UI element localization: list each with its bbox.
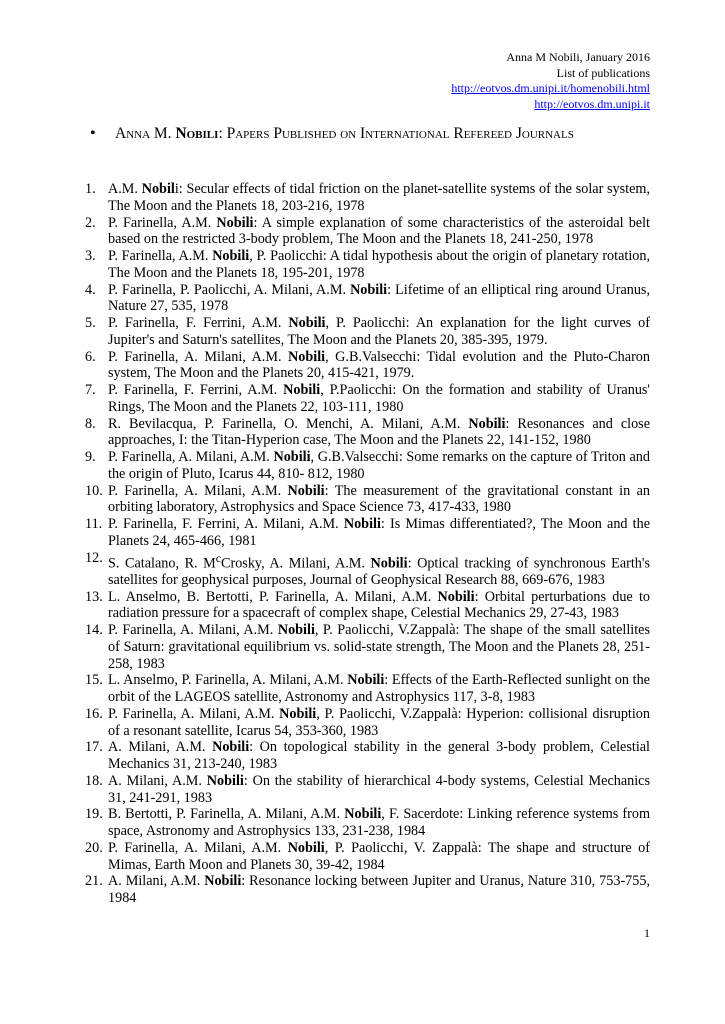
bullet-icon: • xyxy=(90,125,96,142)
publication-author-highlight: Nobili xyxy=(347,672,385,689)
publication-authors: A.M. xyxy=(108,181,142,197)
publication-details: , P.Paolicchi: On the formation and stability of Uranus' Rings, The Moon and the Planets 22, 103-111, 1980 xyxy=(108,382,650,415)
publication-details: , P. Paolicchi, V.Zappalà: Hyperion: collisional disruption of a resonant satellite, Icarus 54, 353-360, 1983 xyxy=(108,705,650,739)
publication-details: : On topological stability in the general 3-body problem, Celestial Mechanics 31, 213-240, 1983 xyxy=(108,739,650,773)
document-subtitle: List of publications xyxy=(556,65,650,80)
publication-author-highlight: Nobili xyxy=(350,281,388,298)
publication-author-highlight: Nobil xyxy=(141,181,175,197)
publication-item xyxy=(85,622,650,672)
publication-number: 9. xyxy=(85,449,96,465)
publication-authors: P. Farinella, A. Milani, A.M. xyxy=(108,705,280,722)
publication-details: : Orbital perturbations due to radiation pressure for a spacecraft of complex shape, Celestial Mechanics 29, 27-43, 1983 xyxy=(108,588,650,622)
publication-details: : On the stability of hierarchical 4-body systems, Celestial Mechanics 31, 241-291, 1983 xyxy=(108,772,650,806)
publication-authors: B. Bertotti, P. Farinella, A. Milani, A.M. xyxy=(108,806,345,823)
publication-details: : The measurement of the gravitational constant in an orbiting laboratory, Astrophysics and Space Science 73, 417-433, 1980 xyxy=(108,482,650,516)
page-number: 1 xyxy=(644,926,650,940)
publication-number: 16. xyxy=(85,705,103,722)
publication-item xyxy=(85,773,650,807)
publication-item xyxy=(85,449,650,483)
publication-author-highlight: Nobili xyxy=(287,839,325,856)
publication-number: 14. xyxy=(85,622,103,639)
publication-author-highlight: Nobili xyxy=(204,873,242,890)
publication-authors: R. Bevilacqua, P. Farinella, O. Menchi, A. Milani, A.M. xyxy=(108,415,469,432)
publication-details: , G.B.Valsecchi: Some remarks on the capture of Triton and the origin of Pluto, Icarus 44, 810- 812, 1980 xyxy=(108,449,650,482)
publication-author-highlight: Nobili xyxy=(288,348,326,365)
publication-authors: P. Farinella, A. Milani, A.M. xyxy=(108,482,288,499)
publication-author-highlight: Nobili xyxy=(287,482,325,499)
publication-authors: P. Farinella, F. Ferrini, A. Milani, A.M. xyxy=(108,516,344,532)
publication-details: : A simple explanation of some characteristics of the asteroidal belt based on the restricted 3-body problem, The Moon and the Planets 18, 241-250, 1978 xyxy=(108,214,650,248)
homepage-link[interactable]: http://eotvos.dm.unipi.it/homenobili.html xyxy=(451,81,650,95)
publication-item xyxy=(85,806,650,840)
publication-number: 2. xyxy=(85,214,96,231)
publication-number: 13. xyxy=(85,588,103,605)
publication-number: 11. xyxy=(85,516,103,532)
publication-item xyxy=(85,215,650,249)
publication-author-highlight: Nobili xyxy=(468,415,506,432)
publication-details: , P. Paolicchi: An explanation for the light curves of Jupiter's and Saturn's satellites, The Moon and the Planets 20, 385-395, 1979. xyxy=(108,315,651,348)
publication-author-highlight: Nobili xyxy=(437,588,475,605)
publication-details: i: Secular effects of tidal friction on the planet-satellite systems of the solar system, The Moon and the Planets 18, 203-216, 1978 xyxy=(108,181,650,214)
publication-author-highlight: Nobili xyxy=(283,382,321,398)
publication-authors: P. Farinella, A. Milani, A.M. xyxy=(108,348,289,365)
publication-item xyxy=(85,248,650,282)
publication-details: , P. Paolicchi, V. Zappalà: The shape and structure of Mimas, Earth Moon and Planets 30, 39-42, 1984 xyxy=(108,839,650,873)
publication-number: 10. xyxy=(85,482,103,499)
publication-authors: P. Farinella, A. Milani, A.M. xyxy=(108,622,278,639)
publication-item xyxy=(85,840,650,874)
publication-number: 5. xyxy=(85,315,96,331)
publication-details: , P. Paolicchi, V.Zappalà: The shape of the small satellites of Saturn: gravitational equilibrium vs. solid-state strength, The Moon and the Planets 28, 251-258, 1983 xyxy=(108,622,650,672)
site-link[interactable]: http://eotvos.dm.unipi.it xyxy=(534,96,650,111)
section-title-bold: Nobili xyxy=(175,125,219,142)
publication-item xyxy=(85,873,650,907)
publication-item xyxy=(85,416,650,450)
publication-author-highlight: Nobili xyxy=(273,449,311,465)
publication-authors: P. Farinella, A.M. xyxy=(108,248,213,264)
publication-list xyxy=(85,181,650,907)
publication-author-highlight: Nobili xyxy=(370,555,408,572)
publication-item xyxy=(85,739,650,773)
publication-number: 18. xyxy=(85,772,103,789)
publication-authors: A. Milani, A.M. xyxy=(108,772,207,789)
publication-item xyxy=(85,181,650,215)
publication-details: , G.B.Valsecchi: Tidal evolution and the Pluto-Charon system, The Moon and the Planets 20, 415-421, 1979. xyxy=(108,348,650,382)
publication-number: 4. xyxy=(85,281,96,298)
publication-authors-cont: Crosky, A. Milani, A.M. xyxy=(221,555,371,572)
publication-author-highlight: Nobili xyxy=(277,622,315,639)
publication-superscript: c xyxy=(215,550,222,565)
publication-details: : Resonances and close approaches, I: the Titan-Hyperion case, The Moon and the Planets 22, 141-152, 1980 xyxy=(108,415,650,449)
publication-number: 21. xyxy=(85,873,103,890)
publication-details: , P. Paolicchi: A tidal hypothesis about the origin of planetary rotation, The Moon and the Planets 18, 195-201, 1978 xyxy=(108,248,650,281)
publication-number: 6. xyxy=(85,348,96,365)
publication-authors: P. Farinella, A. Milani, A.M. xyxy=(108,839,288,856)
publication-author-highlight: Nobili xyxy=(279,705,317,722)
publication-item xyxy=(85,382,650,416)
publication-authors: L. Anselmo, B. Bertotti, P. Farinella, A. Milani, A.M. xyxy=(108,588,438,605)
publication-authors: P. Farinella, F. Ferrini, A.M. xyxy=(108,315,289,331)
publication-item xyxy=(85,706,650,740)
publication-authors: P. Farinella, P. Paolicchi, A. Milani, A.M. xyxy=(108,281,351,298)
publication-number: 15. xyxy=(85,672,103,689)
publication-authors: A. Milani, A.M. xyxy=(108,739,213,756)
publication-authors: P. Farinella, A. Milani, A.M. xyxy=(108,449,274,465)
publication-number: 3. xyxy=(85,248,96,264)
publication-authors: P. Farinella, A.M. xyxy=(108,214,217,231)
publication-details: : Optical tracking of synchronous Earth's satellites for geophysical purposes, Journal of Geophysical Research 88, 669-676, 1983 xyxy=(108,555,650,588)
publication-number: 1. xyxy=(85,181,96,197)
publication-number: 7. xyxy=(85,382,96,398)
publication-author-highlight: Nobili xyxy=(206,772,244,789)
publication-author-highlight: Nobili xyxy=(212,739,250,756)
publication-authors: S. Catalano, R. M xyxy=(108,555,216,572)
publication-authors: L. Anselmo, P. Farinella, A. Milani, A.M. xyxy=(108,672,348,689)
publication-item xyxy=(85,550,650,589)
publication-details: : Lifetime of an elliptical ring around Uranus, Nature 27, 535, 1978 xyxy=(108,281,650,315)
publication-author-highlight: Nobili xyxy=(344,806,382,823)
publication-number: 8. xyxy=(85,415,96,432)
publication-authors: P. Farinella, F. Ferrini, A.M. xyxy=(108,382,284,398)
publication-number: 19. xyxy=(85,806,103,823)
publication-author-highlight: Nobili xyxy=(343,516,381,532)
section-title xyxy=(115,124,615,144)
publication-item xyxy=(85,315,650,349)
publication-details: : Is Mimas differentiated?, The Moon and the Planets 24, 465-466, 1981 xyxy=(108,516,650,549)
page-header xyxy=(451,50,650,112)
publication-details: : Effects of the Earth-Reflected sunlight on the orbit of the LAGEOS satellite, Astronomy and Astrophysics 117, 3-8, 1983 xyxy=(108,672,650,706)
publication-item xyxy=(85,672,650,706)
section-title-pre: Anna M. xyxy=(115,125,176,142)
publication-details: , F. Sacerdote: Linking reference systems from space, Astronomy and Astrophysics 133, 231-238, 1984 xyxy=(108,806,650,840)
publication-number: 17. xyxy=(85,739,103,756)
publication-item xyxy=(85,349,650,383)
publication-item xyxy=(85,589,650,623)
publication-author-highlight: Nobili xyxy=(288,315,326,331)
publication-author-highlight: Nobili xyxy=(212,248,250,264)
publication-details: : Resonance locking between Jupiter and Uranus, Nature 310, 753-755, 1984 xyxy=(108,873,650,907)
publication-number: 12. xyxy=(85,549,103,566)
publication-number: 20. xyxy=(85,839,103,856)
publication-item xyxy=(85,516,650,550)
author-date: Anna M Nobili, January 2016 xyxy=(506,50,650,64)
section-title-post: : Papers Published on International Refereed Journals xyxy=(218,125,574,142)
publication-authors: A. Milani, A.M. xyxy=(108,873,205,890)
publication-item xyxy=(85,282,650,316)
publication-author-highlight: Nobili xyxy=(216,214,254,231)
publication-item xyxy=(85,483,650,517)
